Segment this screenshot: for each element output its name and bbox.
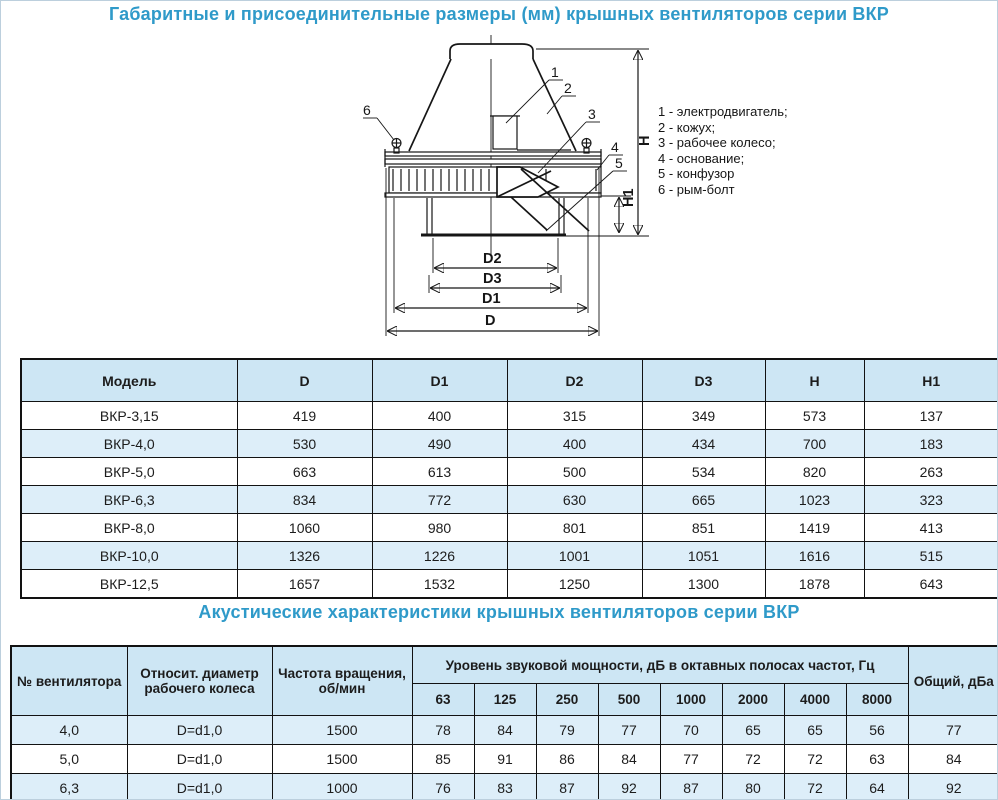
page-title: Габаритные и присоединительные размеры (мм) крышных вентиляторов серии ВКР [108, 4, 890, 24]
table-cell: 1419 [765, 514, 864, 542]
table-cell: 72 [784, 745, 846, 774]
table-row [21, 458, 998, 486]
table-cell: ВКР-5,0 [21, 458, 237, 486]
column-header-total-dba: Общий, дБа [908, 646, 998, 716]
table-row [21, 570, 998, 599]
table-cell: 1657 [237, 570, 372, 599]
legend-item: 2 - кожух; [658, 119, 716, 135]
table-cell: 84 [474, 716, 536, 745]
column-header-model: Модель [21, 359, 237, 402]
table-cell: 183 [864, 430, 998, 458]
table-row [11, 745, 998, 774]
table-cell: 72 [784, 774, 846, 800]
table-cell: ВКР-4,0 [21, 430, 237, 458]
table-cell: 83 [474, 774, 536, 800]
legend-item: 1 - электродвигатель; [658, 104, 788, 119]
eye-bolt-left [392, 139, 401, 154]
dim-label-d: D [485, 313, 496, 329]
svg-text:1: 1 [551, 64, 559, 80]
table-cell: 1250 [507, 570, 642, 599]
table-header-row [11, 646, 998, 684]
column-header-h: H [765, 359, 864, 402]
column-header-sound-power-group: Уровень звуковой мощности, дБ в октавных полосах частот, Гц [412, 646, 908, 684]
acoustic-table-wrap [10, 645, 998, 800]
column-header-d2: D2 [507, 359, 642, 402]
dimensions-table [20, 358, 998, 599]
svg-text:2: 2 [564, 80, 572, 96]
table-cell: 70 [660, 716, 722, 745]
table-cell: 78 [412, 716, 474, 745]
table-cell: 1532 [372, 570, 507, 599]
table-cell: 400 [507, 430, 642, 458]
acoustic-table [10, 645, 998, 800]
table-cell: 65 [722, 716, 784, 745]
table-cell: 434 [642, 430, 765, 458]
table-cell: 65 [784, 716, 846, 745]
table-row [21, 514, 998, 542]
table-cell: 1500 [272, 716, 412, 745]
freq-header-250: 250 [536, 684, 598, 716]
table-cell: 515 [864, 542, 998, 570]
table-cell: ВКР-6,3 [21, 486, 237, 514]
table-cell: 56 [846, 716, 908, 745]
table-cell: 1001 [507, 542, 642, 570]
dim-label-h1: H1 [621, 188, 637, 207]
table-cell: 665 [642, 486, 765, 514]
table-cell: 86 [536, 745, 598, 774]
table-cell: 323 [864, 486, 998, 514]
freq-header-4000: 4000 [784, 684, 846, 716]
table-cell: 77 [908, 716, 998, 745]
legend-item: 6 - рым-болт [658, 181, 735, 197]
freq-header-2000: 2000 [722, 684, 784, 716]
freq-header-8000: 8000 [846, 684, 908, 716]
table-cell: 700 [765, 430, 864, 458]
dimension-d3 [429, 271, 561, 293]
table-cell: 349 [642, 402, 765, 430]
table-cell: D=d1,0 [127, 745, 272, 774]
table-cell: ВКР-10,0 [21, 542, 237, 570]
table-cell: 1060 [237, 514, 372, 542]
table-cell: 77 [660, 745, 722, 774]
legend-item: 5 - конфузор [658, 166, 735, 182]
table-header-row [21, 359, 998, 402]
table-cell: 613 [372, 458, 507, 486]
louver-band [385, 167, 601, 197]
table-cell: 820 [765, 458, 864, 486]
callout-6 [363, 102, 394, 140]
table-cell: 79 [536, 716, 598, 745]
table-cell: 400 [372, 402, 507, 430]
table-row [11, 716, 998, 745]
table-cell: 137 [864, 402, 998, 430]
table-cell: 87 [536, 774, 598, 800]
dim-label-h: H [637, 135, 653, 146]
table-cell: 92 [598, 774, 660, 800]
dimension-d2 [433, 238, 558, 273]
diagram-legend [658, 104, 788, 198]
table-cell: 64 [846, 774, 908, 800]
table-cell: 1326 [237, 542, 372, 570]
table-cell: 1300 [642, 570, 765, 599]
column-header-h1: H1 [864, 359, 998, 402]
table-cell: 772 [372, 486, 507, 514]
table-cell: 630 [507, 486, 642, 514]
table-cell: 263 [864, 458, 998, 486]
dim-label-d1: D1 [482, 291, 501, 307]
table-cell: D=d1,0 [127, 774, 272, 800]
table-row [21, 486, 998, 514]
table-cell: 1878 [765, 570, 864, 599]
section-title-acoustics: Акустические характеристики крышных вентиляторов серии ВКР [198, 602, 800, 622]
dim-label-d3: D3 [483, 271, 502, 287]
table-cell: 85 [412, 745, 474, 774]
table-row [21, 542, 998, 570]
table-cell: 72 [722, 745, 784, 774]
table-cell: 643 [864, 570, 998, 599]
svg-text:3: 3 [588, 106, 596, 122]
freq-header-125: 125 [474, 684, 536, 716]
svg-text:6: 6 [363, 102, 371, 118]
table-cell: 91 [474, 745, 536, 774]
table-cell: 663 [237, 458, 372, 486]
table-cell: 490 [372, 430, 507, 458]
table-cell: 1226 [372, 542, 507, 570]
dimension-h1 [601, 188, 637, 232]
motor [490, 116, 571, 150]
mounting-flange [385, 149, 601, 167]
table-cell: 980 [372, 514, 507, 542]
table-cell: 1500 [272, 745, 412, 774]
table-cell: 419 [237, 402, 372, 430]
column-header-d3: D3 [642, 359, 765, 402]
table-cell: 84 [598, 745, 660, 774]
dim-label-d2: D2 [483, 251, 502, 267]
fan-cap [450, 44, 533, 59]
table-cell: 63 [846, 745, 908, 774]
column-header-fan-no: № вентилятора [11, 646, 127, 716]
svg-text:4: 4 [611, 139, 619, 155]
table-cell: 530 [237, 430, 372, 458]
table-cell: 4,0 [11, 716, 127, 745]
freq-header-500: 500 [598, 684, 660, 716]
column-header-speed: Частота вращения, об/мин [272, 646, 412, 716]
table-cell: ВКР-8,0 [21, 514, 237, 542]
table-cell: 76 [412, 774, 474, 800]
table-row [21, 430, 998, 458]
dimensions-table-wrap [20, 358, 998, 599]
table-cell: 6,3 [11, 774, 127, 800]
callout-1 [506, 64, 563, 123]
legend-item: 4 - основание; [658, 150, 745, 166]
table-cell: 80 [722, 774, 784, 800]
table-cell: 851 [642, 514, 765, 542]
freq-header-1000: 1000 [660, 684, 722, 716]
table-cell: D=d1,0 [127, 716, 272, 745]
table-cell: 834 [237, 486, 372, 514]
table-cell: ВКР-3,15 [21, 402, 237, 430]
table-cell: 77 [598, 716, 660, 745]
table-cell: 1051 [642, 542, 765, 570]
table-cell: 534 [642, 458, 765, 486]
table-row [21, 402, 998, 430]
eye-bolt-right [582, 139, 591, 154]
table-cell: 1023 [765, 486, 864, 514]
table-cell: 573 [765, 402, 864, 430]
table-cell: 92 [908, 774, 998, 800]
table-row [11, 774, 998, 800]
table-cell: 1616 [765, 542, 864, 570]
column-header-d1: D1 [372, 359, 507, 402]
table-cell: 500 [507, 458, 642, 486]
diffuser [421, 198, 566, 235]
column-header-d: D [237, 359, 372, 402]
table-cell: 1000 [272, 774, 412, 800]
freq-header-63: 63 [412, 684, 474, 716]
legend-item: 3 - рабочее колесо; [658, 135, 776, 151]
table-cell: ВКР-12,5 [21, 570, 237, 599]
table-cell: 84 [908, 745, 998, 774]
table-cell: 5,0 [11, 745, 127, 774]
table-cell: 87 [660, 774, 722, 800]
table-cell: 413 [864, 514, 998, 542]
svg-text:5: 5 [615, 155, 623, 171]
column-header-rel-diameter: Относит. диаметр рабочего колеса [127, 646, 272, 716]
table-cell: 801 [507, 514, 642, 542]
table-cell: 315 [507, 402, 642, 430]
